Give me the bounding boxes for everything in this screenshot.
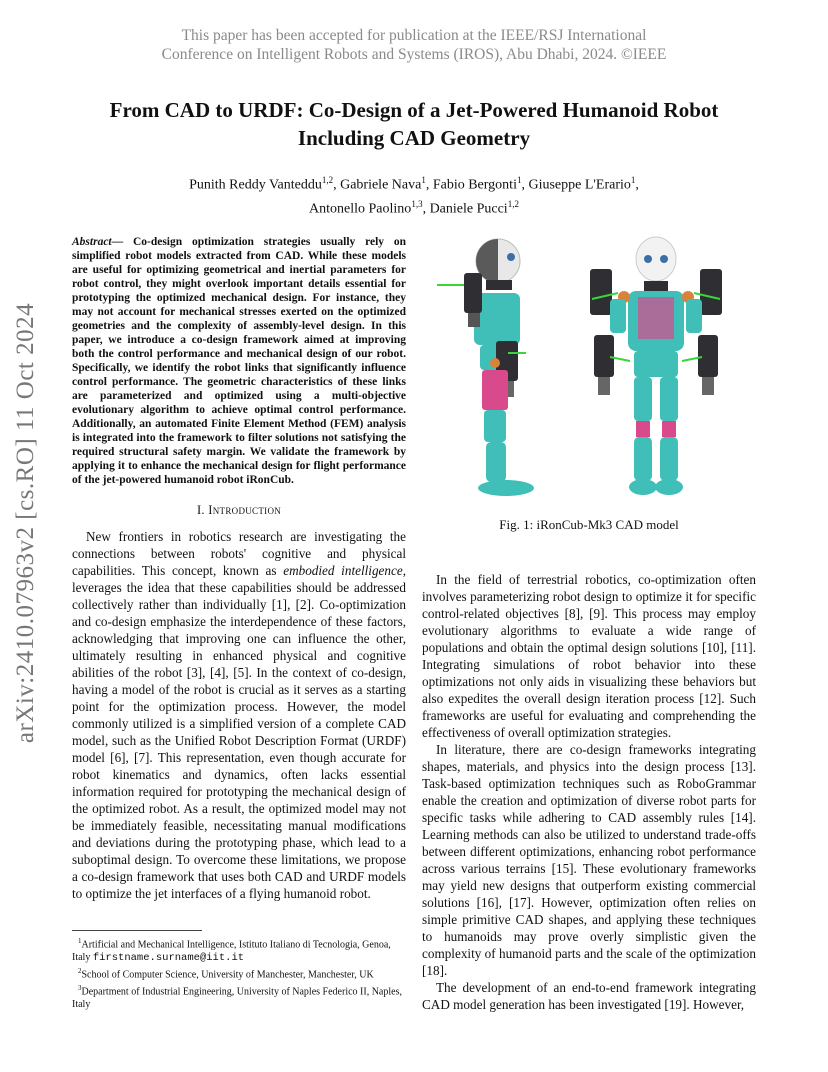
body-paragraph: The development of an end-to-end framework integrating CAD model generation has been investigated [19]. However, bbox=[422, 980, 756, 1012]
paper-title bbox=[70, 96, 758, 152]
author-separator: , bbox=[333, 177, 341, 193]
footnotes bbox=[72, 930, 406, 1011]
robot-cad-figure bbox=[422, 235, 756, 505]
paper-title-line1: From CAD to URDF: Co-Design of a Jet-Powered Humanoid Robot bbox=[109, 98, 719, 122]
footnote bbox=[72, 935, 406, 965]
section-heading bbox=[72, 503, 406, 518]
abstract: Abstract— Co-design optimization strategies usually rely on simplified robot models extracted from CAD. While these models are useful for optimizing geometrical and inertial parameters for robot control, they might overlook important details essential for prototyping the optimized mechanical design. For instance, they may not account for mechanical stresses exerted on the optimized geometries and the complexity of assembly-level design. In this paper, we introduce a co-design framework aimed at improving both the control performance and mechanical design of our robot. Specifically, we identify the robot links that significantly influence control performance. The geometric characteristics of these links are parameterized and optimized using a multi-objective evolutionary algorithm to achieve optimal control performance. Additionally, an automated Finite Element Method (FEM) analysis is integrated into the framework to filter solutions not satisfying the required structural safety margin. We validate the framework by applying it to enhance the mechanical design for flight performance of the jet-powered humanoid robot iRonCub. bbox=[72, 236, 406, 486]
footnote-text: Department of Industrial Engineering, University of Naples Federico II, Naples, Italy bbox=[72, 985, 402, 1010]
robot-side-view bbox=[437, 239, 534, 496]
author-separator: , bbox=[521, 177, 529, 193]
body-paragraph: In literature, there are co-design frameworks integrating shapes, materials, and physics into the design process [13]. Task-based optimization techniques such as RoboGrammar enable the creation and optimization of diverse robot parts for specific tasks while adhering to CAD assembly rules [14]. Learning methods can also be utilized to understand trade-offs between different optimizations, enhancing robot performance across various terrains [15]. These evolutionary frameworks may yield new designs that outperform existing commercial solutions [16], [17]. However, optimization often relies on simple primitive CAD shapes, and applying these techniques to humanoids may prove overly simplistic given the complexity of humanoid parts and the scale of the optimization [18]. bbox=[422, 742, 756, 978]
author-separator: , bbox=[635, 177, 639, 193]
author-separator: , bbox=[422, 201, 430, 217]
footnote-marker: 2 bbox=[78, 967, 82, 976]
author-affiliation: 1,2 bbox=[507, 198, 519, 209]
abstract-text: Co-design optimization strategies usually rely on simplified robot models extracted from CAD. While these models are useful for optimizing geometrical and inertial parameters for robot control, they might overlook important details essential for prototyping the optimized mechanical design. For instance, they may not account for mechanical stresses exerted on the optimized geometries and the complexity of assembly-level design. In this paper, we introduce a co-design framework aimed at improving both the control performance and mechanical design of our robot. Specifically, we identify the robot links that significantly influence control performance. The geometric characteristics of these links are parameterized and optimized using a multi-objective evolutionary algorithm to achieve optimal control performance. Additionally, an automated Finite Element Method (FEM) analysis is integrated into the framework to filter solutions not satisfying the required structural safety margin. We validate the framework by applying it to enhance the mechanical design for flight performance of the jet-powered humanoid robot iRonCub. bbox=[72, 236, 406, 486]
author-name: Gabriele Nava bbox=[340, 177, 422, 193]
footnote-text: School of Computer Science, University of Manchester, Manchester, UK bbox=[81, 969, 374, 981]
author-affiliation: 1 bbox=[630, 175, 636, 185]
author-affiliation: 1,2 bbox=[321, 175, 334, 185]
footnote bbox=[72, 965, 406, 981]
author-affiliation: 1 bbox=[421, 175, 426, 185]
paper-title-line2: Including CAD Geometry bbox=[297, 126, 531, 150]
robot-front-view bbox=[590, 237, 722, 495]
intro-paragraph bbox=[72, 528, 406, 902]
left-column bbox=[72, 235, 406, 902]
author-name: Daniele Pucci bbox=[429, 201, 508, 217]
figure-caption: Fig. 1: iRonCub-Mk3 CAD model bbox=[499, 517, 679, 532]
arxiv-identifier bbox=[8, 288, 44, 758]
footnote-marker: 3 bbox=[78, 983, 82, 992]
body-paragraph: In the field of terrestrial robotics, co-optimization often involves parameterizing robot design to optimize it for specific control-related objectives [8], [9]. This process may employ evolutionary algorithms to evaluate a wide range of populations and obtain the optimal design solutions [10], [11]. Integrating simulations of robot behavior into these optimizations not only aids in visualizing these behaviors but also expedites the overall design iteration process [12]. Such frameworks are useful for evaluating and comprehending the effectiveness of overall optimization strategies. bbox=[422, 572, 756, 740]
footnote-marker: 1 bbox=[78, 937, 82, 945]
author-name: Antonello Paolino bbox=[309, 201, 412, 217]
author-name: Fabio Bergonti bbox=[432, 177, 517, 193]
section-number: I. bbox=[196, 503, 209, 517]
right-column-text bbox=[422, 571, 756, 1013]
footnote bbox=[72, 982, 406, 1011]
footnote-email: firstname.surname@iit.it bbox=[92, 952, 245, 965]
footnote-rule bbox=[72, 930, 202, 931]
intro-text-part2: , leverages the idea that these capabilities should be addressed collectively rather than individually [1], [2]. Co-optimization and co-design emphasize the interdependence of these factors, acknowledging that improving one can influence the other, ultimately resulting in enhanced physical and cognitive abilities of the robot [3], [4], [5]. In the context of co-design, having a model of the robot is crucial as it serves as a starting point for the optimization process. However, the model commonly utilized is a simplified version of a complete CAD model, such as the Unified Robot Description Format (URDF) model [6], [7]. This representation, even though accurate for robot kinematics and dynamics, often lacks essential information required for prototyping the mechanical design of the optimized robot. As a result, the optimized model may not be immediately feasible, necessitating manual modifications and deviations during the prototyping phase, which lead to a suboptimal design. To overcome these limitations, we propose a co-design framework that uses both CAD and URDF models to optimize the jet interfaces of a flying humanoid robot. bbox=[72, 563, 406, 901]
right-column-figure bbox=[422, 235, 756, 533]
publication-notice-line2: Conference on Intelligent Robots and Systems (IROS), Abu Dhabi, 2024. ©IEEE bbox=[161, 46, 667, 63]
author-list bbox=[70, 171, 758, 218]
robot-cad-image bbox=[422, 235, 756, 505]
abstract-label: Abstract bbox=[72, 236, 112, 248]
intro-text-part1: New frontiers in robotics research are investigating the connections between robots' cognitive and physical capabilities. This concept, known as bbox=[72, 529, 406, 578]
author-name: Giuseppe L'Erario bbox=[528, 177, 631, 193]
author-affiliation: 1 bbox=[516, 175, 522, 185]
author-separator: , bbox=[425, 177, 433, 193]
publication-notice bbox=[0, 26, 828, 64]
author-affiliation: 1,3 bbox=[411, 198, 423, 209]
footnote-text: Artificial and Mechanical Intelligence, Istituto Italiano di Tecnologia, Genoa, Italy bbox=[72, 939, 391, 964]
publication-notice-line1: This paper has been accepted for publication at the IEEE/RSJ International bbox=[181, 27, 647, 44]
emphasis-embodied-intelligence: embodied intelligence bbox=[283, 563, 403, 578]
arxiv-identifier-text: arXiv:2410.07963v2 [cs.RO] 11 Oct 2024 bbox=[12, 302, 39, 744]
section-title: Introduction bbox=[208, 503, 282, 517]
author-name: Punith Reddy Vanteddu bbox=[189, 177, 322, 193]
